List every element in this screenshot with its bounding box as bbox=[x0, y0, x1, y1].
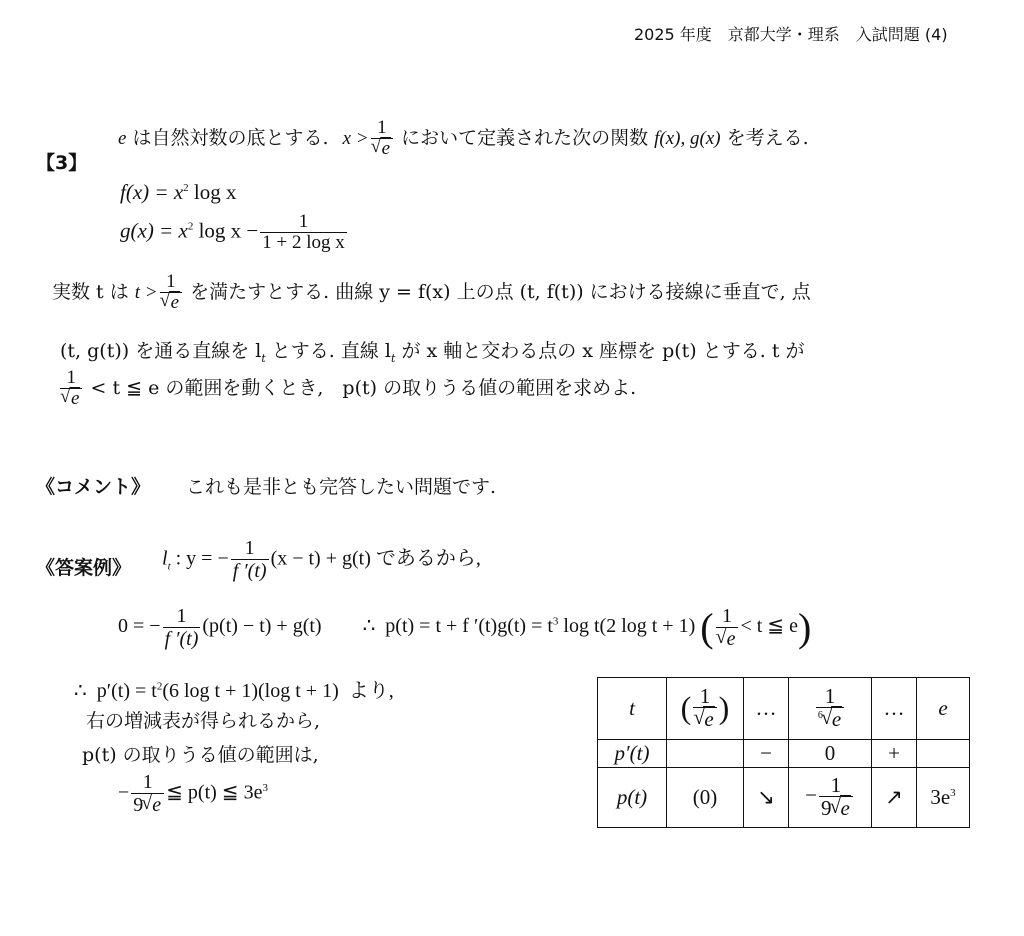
table-cell: 0 bbox=[789, 740, 872, 768]
answer-line-1: $l_t$ : y = − $\frac{1}{f '(t)}$ (x − t) + g(t) であるから, bbox=[162, 537, 481, 582]
variation-table bbox=[597, 677, 970, 828]
answer-line-4: 右の増減表が得られるから, bbox=[86, 710, 321, 732]
comment-text: これも是非とも完答したい問題です. bbox=[186, 476, 497, 498]
answer-line-2: 0 = − $\frac{1}{f '(t)}$ (p(t) − t) + g(t) ∴ p(t) = t + f $'(t)g(t) = t^3$ log t(2 log t + 1) ( 1 √ e < t ≦ e) bbox=[118, 604, 811, 651]
answer-line-5: p(t) の取りうる値の範囲は, bbox=[82, 744, 319, 766]
table-cell: $3e^3$ bbox=[917, 768, 970, 828]
table-cell: $\frac{1}{^6√ e}$ bbox=[789, 678, 872, 740]
table-cell bbox=[917, 740, 970, 768]
comment-label: 《コメント》 bbox=[36, 476, 151, 498]
table-cell: ( 1 √ e ) bbox=[667, 678, 744, 740]
table-cell: p(t) bbox=[598, 768, 667, 828]
table-row bbox=[598, 768, 970, 828]
problem-label: 【3】 bbox=[36, 152, 88, 174]
answer-result: − $\frac{1}{9√ e}$ ≦ p(t) ≦ $3e^3$ bbox=[118, 772, 268, 816]
problem-line-1: e は自然対数の底とする. x > 1 √ e において定義された次の関数 f(x), g(x) を考える. bbox=[118, 118, 809, 160]
answer-label: 《答案例》 bbox=[36, 557, 132, 579]
page-header: 2025 年度 京都大学・理系 入試問題 (4) bbox=[634, 25, 948, 44]
table-cell: p′(t) bbox=[598, 740, 667, 768]
table-cell: … bbox=[872, 678, 917, 740]
decreasing-arrow-icon: ↘ bbox=[744, 768, 789, 828]
table-cell: + bbox=[872, 740, 917, 768]
table-cell: t bbox=[598, 678, 667, 740]
increasing-arrow-icon: ↗ bbox=[872, 768, 917, 828]
g-definition: $g(x) = x^2$ log x − $\frac{1}{\text{1 + 2 log x}}$ bbox=[120, 211, 345, 253]
f-definition: $f(x) = x^2$ log x bbox=[120, 180, 237, 204]
table-cell: … bbox=[744, 678, 789, 740]
answer-line-3: ∴ $p'(t) = t^2(6$ log t + 1)(log t + 1) より, bbox=[74, 680, 394, 702]
problem-line-3: (t, g(t)) を通る直線を $l_t$ とする. 直線 $l_t$ が x 軸と交わる点の x 座標を p(t) とする. t が bbox=[60, 340, 805, 365]
table-row bbox=[598, 678, 970, 740]
table-cell: e bbox=[917, 678, 970, 740]
table-cell: − bbox=[744, 740, 789, 768]
problem-line-2: 実数 t は t > 1 √ e を満たすとする. 曲線 y = f(x) 上の点 (t, f(t)) における接線に垂直で, 点 bbox=[52, 272, 811, 314]
problem-line-4: 1 √ e < t ≦ e の範囲を動くとき, p(t) の取りうる値の範囲を求めよ. bbox=[58, 368, 636, 410]
table-row bbox=[598, 740, 970, 768]
table-cell: (0) bbox=[667, 768, 744, 828]
table-cell: − $\frac{1}{9√ e}$ bbox=[789, 768, 872, 828]
table-cell bbox=[667, 740, 744, 768]
